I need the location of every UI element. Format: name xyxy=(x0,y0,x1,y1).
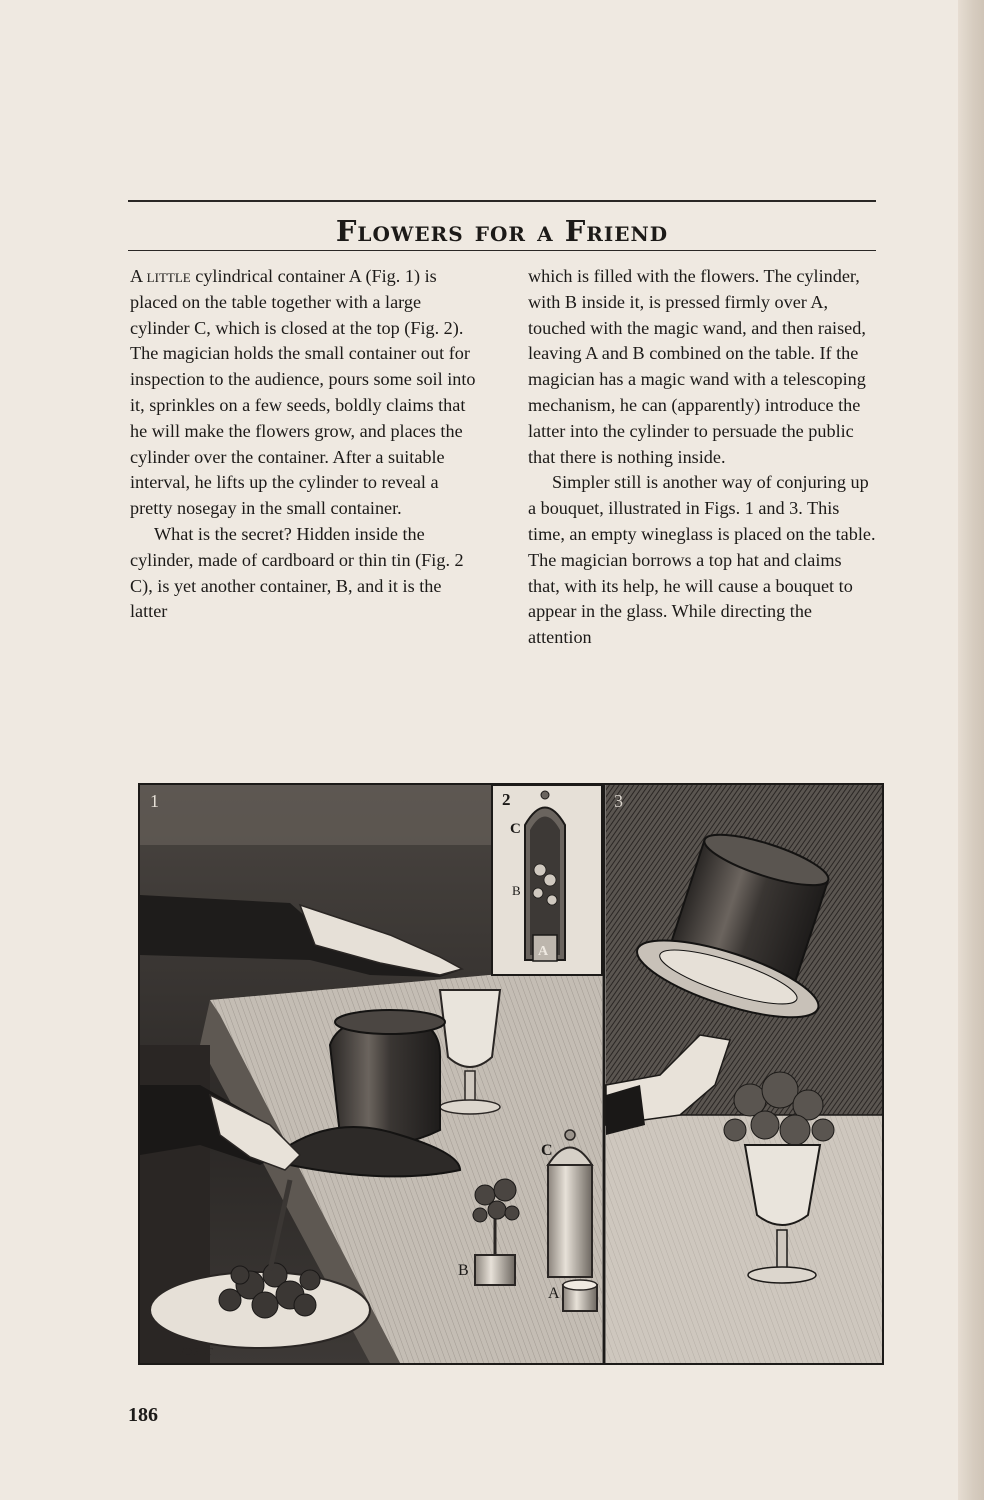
title-rule-top xyxy=(128,200,876,202)
paragraph: Simpler still is another way of conjuring up a bouquet, illustrated in Figs. 1 and 3. This time, an empty wineglass is placed on the table. The magician borrows a top hat and claims that, with its help, he will cause a bouquet to appear in the glass. While directing the attention xyxy=(528,472,876,648)
label-a-fig2: A xyxy=(538,944,549,959)
paragraph: which is filled with the flowers. The cylinder, with B inside it, is pressed firmly over A, touched with the magic wand, and then raised, leaving A and B combined on the table. If the magician has a magic wand with a telescoping mechanism, he can (apparently) introduce the latter into the cylinder to persuade the public that there is nothing inside. xyxy=(528,266,866,467)
engraver-signature: FORET xyxy=(178,1346,213,1358)
label-c-fig1: C xyxy=(541,1142,553,1159)
title-rule-bottom xyxy=(128,250,876,251)
label-b-fig1: B xyxy=(458,1262,469,1279)
figure-2-number: 2 xyxy=(502,790,511,809)
label-b-fig2: B xyxy=(512,883,521,898)
engraving-illustration xyxy=(138,783,884,1365)
text-column-right xyxy=(528,264,878,651)
figure-3-number: 3 xyxy=(614,791,623,811)
figure-3-panel xyxy=(606,785,882,1363)
label-a-fig1: A xyxy=(548,1285,560,1302)
container-a xyxy=(563,1280,597,1311)
paragraph-body: cylindrical container A (Fig. 1) is placed on the table together with a large cylinder C, which is closed at the top (Fig. 2). The magician holds the small container out for inspection to the audience, pours some soil into it, sprinkles on a few seeds, boldly claims that he will make the flowers grow, and places the cylinder over the container. After a suitable interval, he lifts up the cylinder to reveal a pretty nosegay in the small container. xyxy=(130,266,476,519)
lead-in-small-caps: A little xyxy=(130,266,191,286)
figure-2-inset xyxy=(492,785,602,975)
book-gutter-shadow xyxy=(958,0,984,1500)
page-title: Flowers for a Friend xyxy=(335,214,669,248)
page-number: 186 xyxy=(128,1404,158,1426)
paragraph: What is the secret? Hidden inside the cylinder, made of cardboard or thin tin (Fig. 2 C), is yet another container, B, and it is the latter xyxy=(130,523,464,622)
figure-1-number: 1 xyxy=(150,791,159,811)
paragraph xyxy=(130,264,480,522)
label-c-fig2: C xyxy=(510,821,521,837)
text-column-left xyxy=(130,264,480,625)
